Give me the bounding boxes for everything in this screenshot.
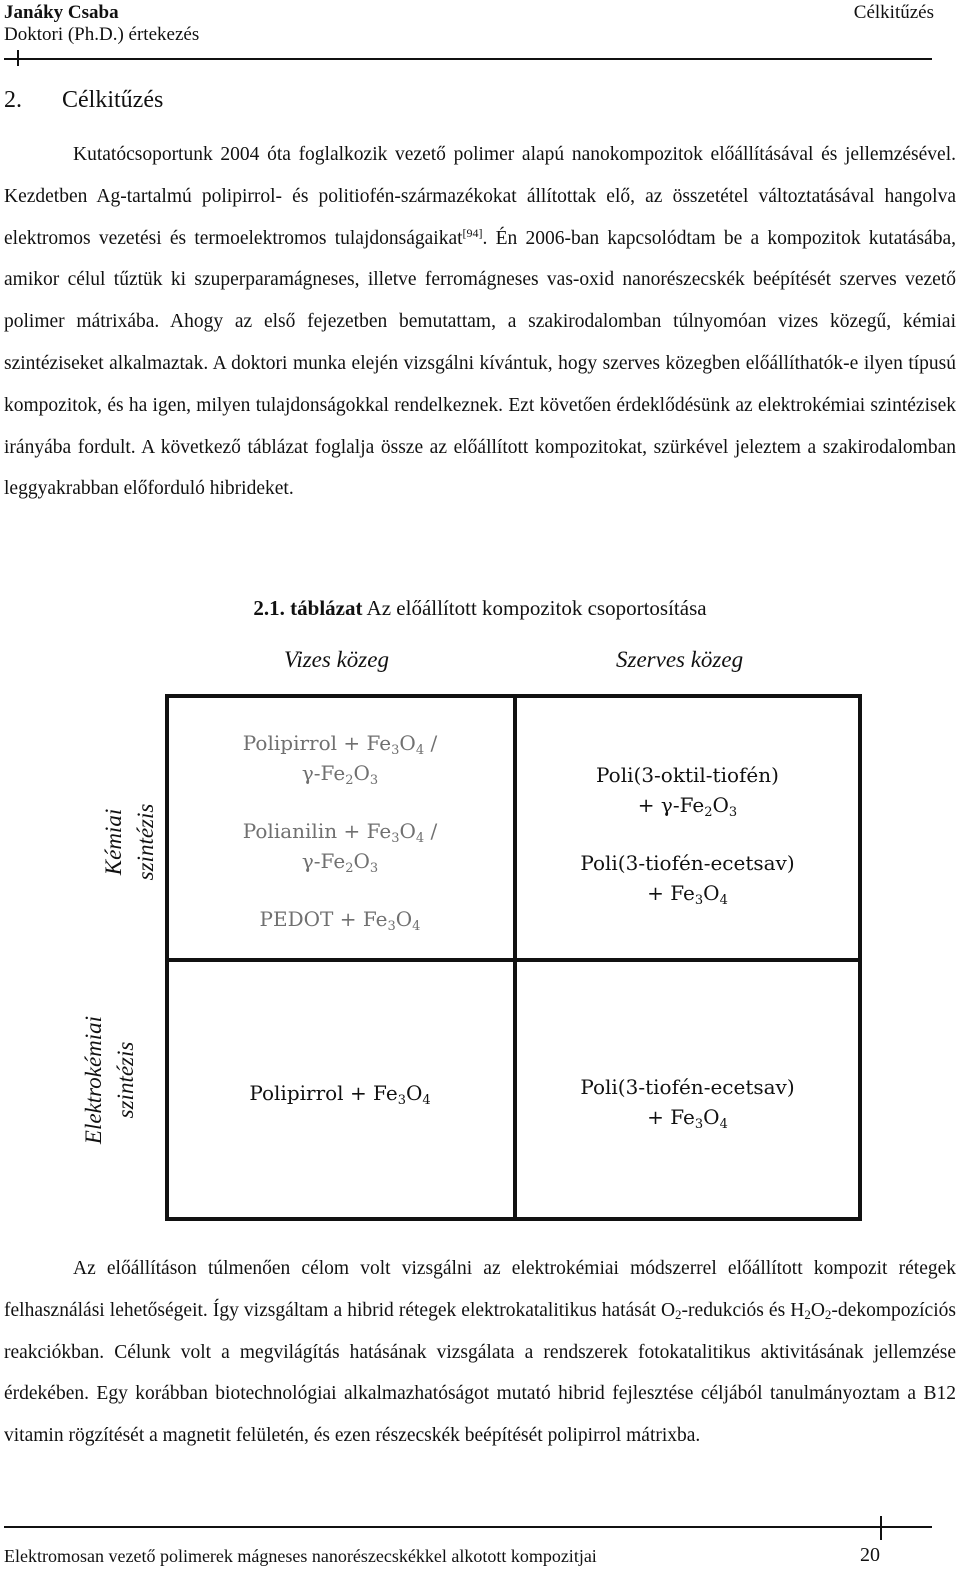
compound-gamma-fe2o3: $\gamma-Fe_2O_3$ bbox=[301, 761, 379, 788]
cell-chemical-organic bbox=[535, 760, 840, 908]
intro-text-b: . Én 2006-ban kapcsolódtam be a kompozitok kutatásába, amikor célul tűztük ki szuperparamágneses, illetve ferromágneses vas-oxid nanorészecskék beépítését szerves vezető polimer mátrixába. Ahogy az első fejezetben bemutattam, a szakirodalomban túlnyomóan vizes közegű, kémiai szintéziseket alkalmaztak. A doktori munka elején vizsgálni kívántuk, hogy szerves közegben előállíthatók-e ilyen típusú kompozitok, és ha igen, milyen tulajdonságokkal rendelkeznek. Ezt követően érdeklődésünk az elektrokémiai szintézisek irányába fordult. A következő táblázat foglalja össze az előállított kompozitokat, szürkével jeleztem a szakirodalomban leggyakrabban előforduló hibrideket. bbox=[4, 227, 956, 500]
cell-electrochemical-aqueous bbox=[190, 1078, 490, 1108]
header-rule bbox=[4, 58, 932, 60]
section-number: 2. bbox=[4, 87, 22, 113]
footer-title: Elektromosan vezető polimerek mágneses nanorészecskékkel alkotott kompozitjai bbox=[4, 1546, 597, 1566]
compound-gamma-fe2o3-2: $\gamma-Fe_2O_3$ bbox=[301, 849, 379, 876]
row-label-chemical-line2: szintézis bbox=[133, 803, 158, 881]
compound-fe3o4-2: + $Fe_3O_4$ bbox=[647, 1105, 728, 1132]
table-caption-number: 2.1. táblázat bbox=[253, 596, 363, 620]
reference-94: [94] bbox=[462, 225, 483, 240]
page-number: 20 bbox=[860, 1544, 880, 1566]
table-caption-text: Az előállított kompozitok csoportosítása bbox=[362, 596, 707, 620]
header-rule-tick bbox=[17, 50, 19, 66]
row-label-electrochemical-line1: Elektrokémiai bbox=[81, 1015, 106, 1145]
header-subtitle: Doktori (Ph.D.) értekezés bbox=[4, 24, 200, 45]
applications-paragraph: Az előállításon túlmenően célom volt vizsgálni az elektrokémiai módszerrel előállított kompozit rétegek felhasználási lehetőségeit. Így vizsgáltam a hibrid rétegek elektrokatalitikus hatását $O_2$-redukciós és $H_2O_2$-dekompozíciós reakciókban. Célunk volt a megvilágítás hatásának vizsgálata a rendszerek fotokatalitikus aktivitásának jellemzése érdekében. Egy korábban biotechnológiai alkalmazhatóságot mutató hibrid fejlesztése céljából tanulmányoztam a B12 vitamin rögzítését a magnetit felületén, és ezen részecskék beépítését polipirrol mátrixba. bbox=[4, 1258, 956, 1447]
table-caption bbox=[0, 596, 960, 621]
compound-fe3o4: + $Fe_3O_4$ bbox=[647, 881, 728, 908]
compound-p3ot: Poli(3-oktil-tiofén) bbox=[596, 763, 779, 787]
footer-rule bbox=[4, 1526, 932, 1528]
row-label-chemical-line1: Kémiai bbox=[101, 808, 126, 876]
header-section-name: Célkitűzés bbox=[853, 2, 934, 23]
header-author: Janáky Csaba bbox=[4, 2, 119, 23]
intro-text-a: Kutatócsoportunk 2004 óta foglalkozik vezető polimer alapú nanokompozitok előállításával és jellemzésével. Kezdetben Ag-tartalmú polipirrol- és politiofén-származékokat állítottak elő, az összetétel változtatásával hangolva elektromos vezetési és termoelektromos tulajdonságaikat bbox=[4, 144, 956, 249]
row-label-electrochemical bbox=[78, 965, 142, 1195]
column-header-organic: Szerves közeg bbox=[616, 647, 744, 672]
compound-p3tac-2: Poli(3-tiofén-ecetsav) bbox=[580, 1075, 795, 1099]
table-horizontal-divider bbox=[165, 958, 862, 962]
row-label-electrochemical-line2: szintézis bbox=[113, 1041, 138, 1119]
cell-electrochemical-organic bbox=[535, 1072, 840, 1132]
section-title bbox=[4, 87, 163, 114]
compound-p3tac: Poli(3-tiofén-ecetsav) bbox=[580, 851, 795, 875]
section-title-text: Célkitűzés bbox=[62, 87, 164, 113]
row-label-chemical bbox=[98, 732, 162, 952]
compound-gamma-fe2o3-3: + $\gamma-Fe_2O_3$ bbox=[637, 793, 738, 820]
compound-pedot-fe3o4: PEDOT + $Fe_3O_4$ bbox=[259, 907, 421, 934]
cell-chemical-aqueous bbox=[190, 728, 490, 934]
compound-ppy-fe3o4-2: Polipirrol + $Fe_3O_4$ bbox=[249, 1081, 431, 1108]
compound-pani-fe3o4: Polianilin + $Fe_3O_4$ / bbox=[242, 819, 438, 846]
compound-ppy-fe3o4: Polipirrol + $Fe_3O_4$ / bbox=[242, 731, 438, 758]
column-header-aqueous: Vizes közeg bbox=[284, 647, 389, 672]
intro-paragraph bbox=[4, 134, 956, 510]
footer-rule-tick bbox=[880, 1516, 882, 1540]
